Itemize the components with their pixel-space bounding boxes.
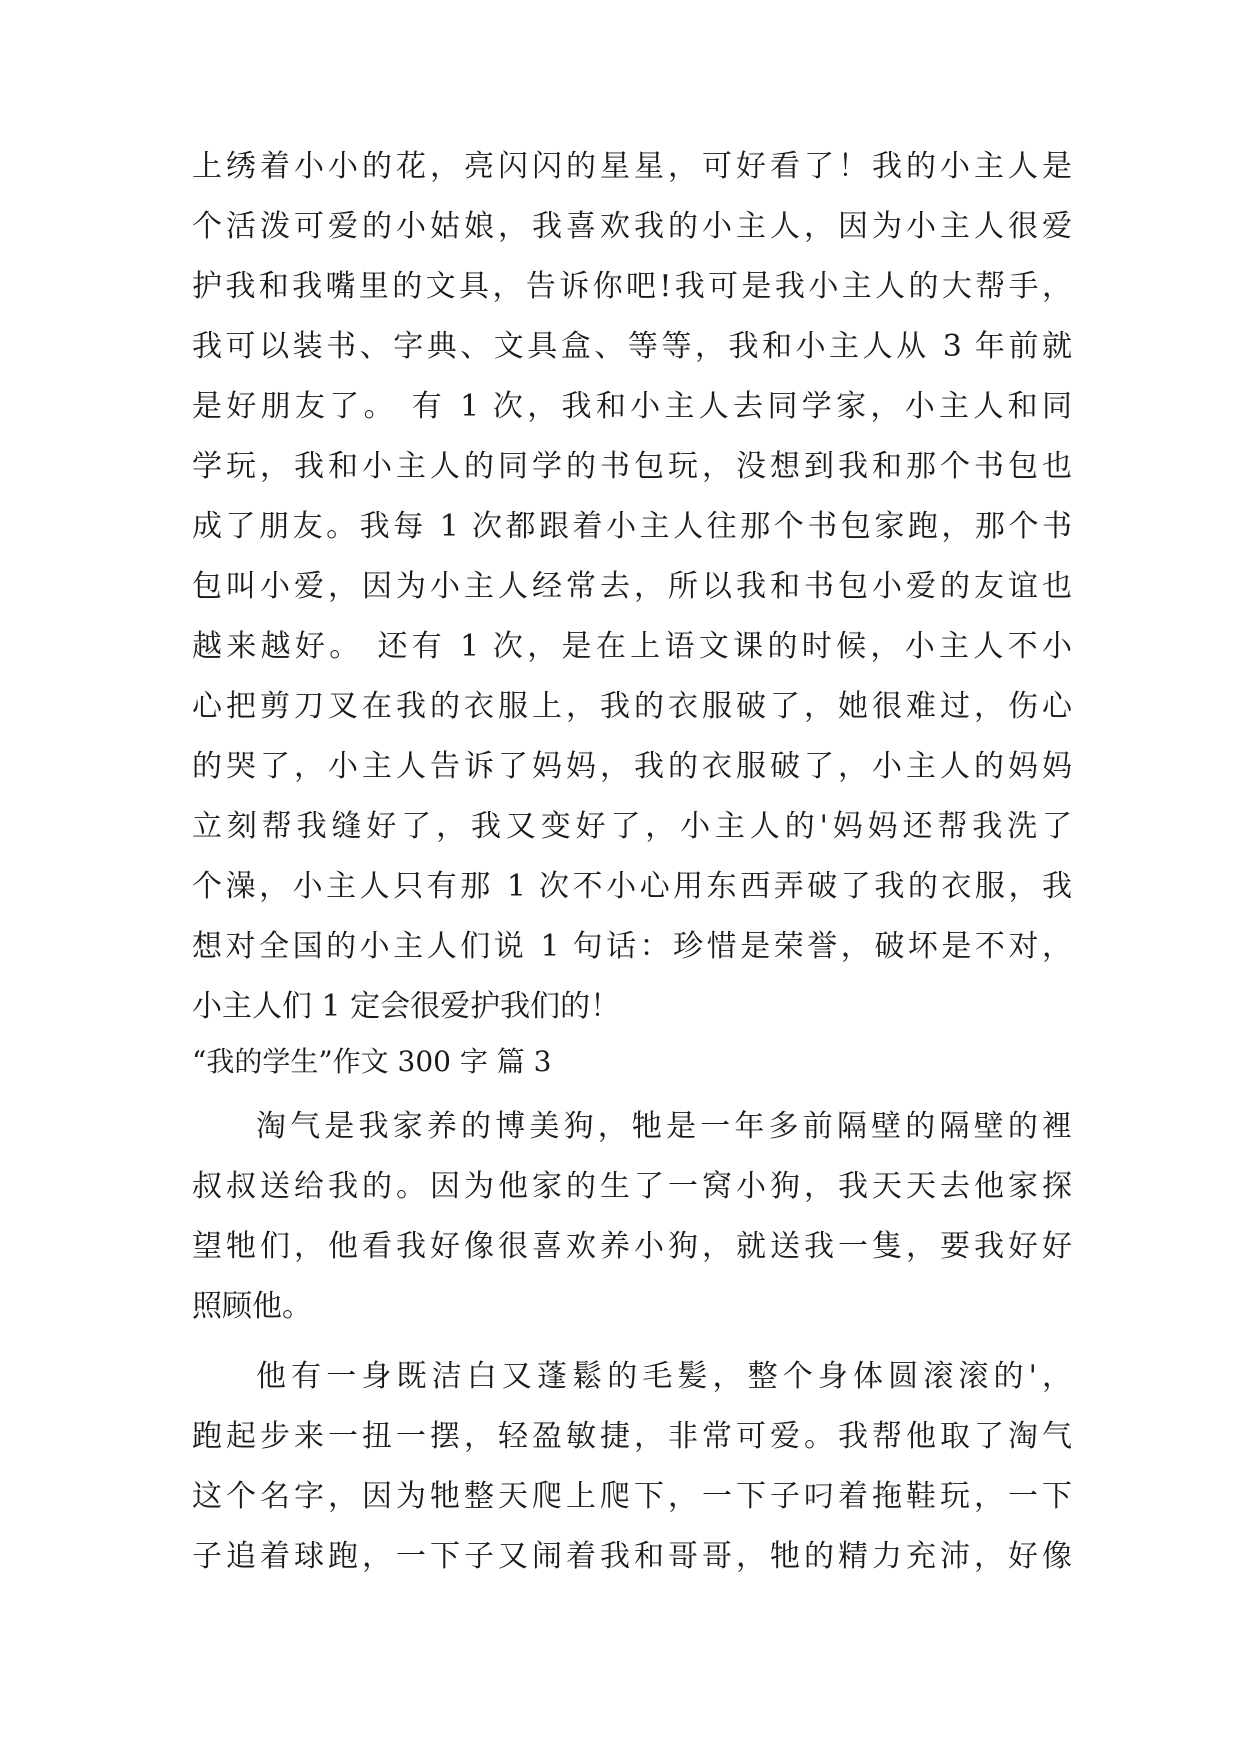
- text-line: 我可以装书、字典、文具盒、等等，我和小主人从 3 年前就: [192, 329, 1072, 364]
- text-line: 护我和我嘴里的文具，告诉你吧!我可是我小主人的大帮手，: [192, 269, 1072, 304]
- text-line: 成了朋友。我每 1 次都跟着小主人往那个书包家跑，那个书: [192, 509, 1072, 544]
- text-line: 心把剪刀叉在我的衣服上，我的衣服破了，她很难过，伤心: [192, 689, 1072, 724]
- text-line: 望牠们，他看我好像很喜欢养小狗，就送我一隻，要我好好: [192, 1229, 1072, 1264]
- section-heading: “我的学生”作文 300 字 篇 3: [192, 1045, 552, 1078]
- text-line: 他有一身既洁白又蓬鬆的毛髪，整个身体圆滚滚的'，: [256, 1359, 1072, 1394]
- text-line: 立刻帮我缝好了，我又变好了，小主人的'妈妈还帮我洗了: [192, 809, 1072, 844]
- text-line: 照顾他。: [192, 1289, 312, 1324]
- text-line: 跑起步来一扭一摆，轻盈敏捷，非常可爱。我帮他取了淘气: [192, 1419, 1072, 1454]
- text-line: 个活泼可爱的小姑娘，我喜欢我的小主人，因为小主人很爱: [192, 209, 1072, 244]
- text-line: 个澡，小主人只有那 1 次不小心用东西弄破了我的衣服，我: [192, 869, 1072, 904]
- text-line: 上绣着小小的花，亮闪闪的星星，可好看了！我的小主人是: [192, 149, 1072, 184]
- text-line: 是好朋友了。 有 1 次，我和小主人去同学家，小主人和同: [192, 389, 1072, 424]
- text-line: 淘气是我家养的博美狗，牠是一年多前隔壁的隔壁的裡: [256, 1109, 1072, 1144]
- text-line: 的哭了，小主人告诉了妈妈，我的衣服破了，小主人的妈妈: [192, 749, 1072, 784]
- text-line: 这个名字，因为牠整天爬上爬下，一下子叼着拖鞋玩，一下: [192, 1479, 1072, 1514]
- text-line: 学玩，我和小主人的同学的书包玩，没想到我和那个书包也: [192, 449, 1072, 484]
- text-line: 包叫小爱，因为小主人经常去，所以我和书包小爱的友谊也: [192, 569, 1072, 604]
- text-line: 想对全国的小主人们说 1 句话：珍惜是荣誉，破坏是不对，: [192, 929, 1072, 964]
- text-line: 小主人们 1 定会很爱护我们的！: [192, 989, 621, 1024]
- text-line: 叔叔送给我的。因为他家的生了一窝小狗，我天天去他家探: [192, 1169, 1072, 1204]
- text-line: 越来越好。 还有 1 次，是在上语文课的时候，小主人不小: [192, 629, 1072, 664]
- text-line: 子追着球跑，一下子又闹着我和哥哥，牠的精力充沛，好像: [192, 1539, 1072, 1574]
